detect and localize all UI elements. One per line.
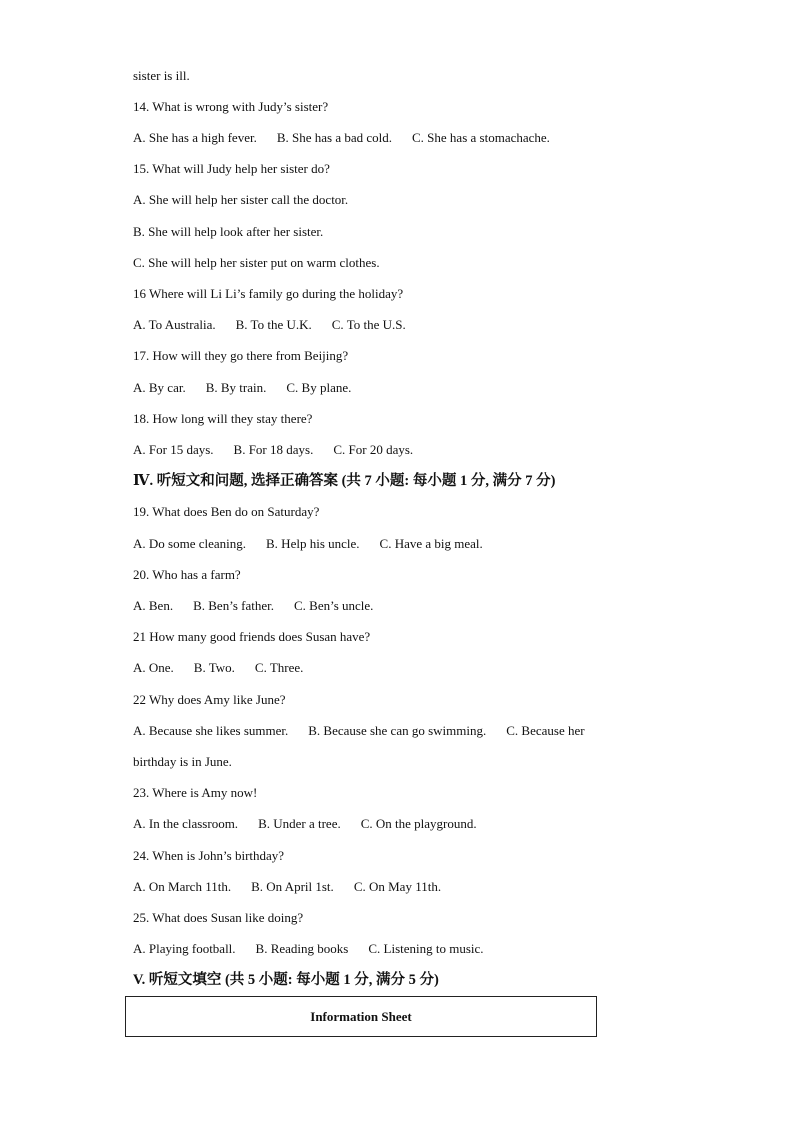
question-19: 19. What does Ben do on Saturday? xyxy=(133,504,320,519)
option-c: C. On the playground. xyxy=(360,816,477,831)
question-24: 24. When is John’s birthday? xyxy=(133,848,285,863)
option-c: C. For 20 days. xyxy=(333,442,414,457)
question-15: 15. What will Judy help her sister do? xyxy=(133,161,330,176)
question-22: 22 Why does Amy like June? xyxy=(133,692,286,707)
continuation-text: sister is ill. xyxy=(133,68,190,83)
option-a: A. Playing football. xyxy=(133,941,236,956)
option-b: B. Under a tree. xyxy=(258,816,341,831)
option-c: C. Listening to music. xyxy=(368,941,484,956)
option-c: C. Have a big meal. xyxy=(379,536,483,551)
option-a: A. By car. xyxy=(133,380,186,395)
options-25 xyxy=(133,941,484,957)
options-19 xyxy=(133,536,483,552)
option-b: B. Two. xyxy=(193,660,235,675)
option-c: C. Ben’s uncle. xyxy=(293,598,374,613)
question-21: 21 How many good friends does Susan have? xyxy=(133,629,371,644)
option-a: A. She will help her sister call the doctor. xyxy=(133,192,349,207)
option-c: C. By plane. xyxy=(286,380,352,395)
question-25: 25. What does Susan like doing? xyxy=(133,910,304,925)
option-a: A. She has a high fever. xyxy=(133,130,257,145)
question-14: 14. What is wrong with Judy’s sister? xyxy=(133,99,329,114)
option-c: C. Three. xyxy=(254,660,304,675)
options-17 xyxy=(133,380,351,396)
question-16: 16 Where will Li Li’s family go during the holiday? xyxy=(133,286,404,301)
option-b: B. She will help look after her sister. xyxy=(133,224,324,239)
options-21 xyxy=(133,660,303,676)
options-14 xyxy=(133,130,550,146)
option-b: B. Ben’s father. xyxy=(193,598,274,613)
option-a: A. One. xyxy=(133,660,174,675)
option-c: C. She will help her sister put on warm clothes. xyxy=(133,255,380,270)
options-16 xyxy=(133,317,406,333)
option-b: B. To the U.K. xyxy=(235,317,312,332)
question-20: 20. Who has a farm? xyxy=(133,567,241,582)
section-5-heading: V. 听短文填空 (共 5 小题: 每小题 1 分, 满分 5 分) xyxy=(133,972,439,988)
question-18: 18. How long will they stay there? xyxy=(133,411,313,426)
option-c: C. On May 11th. xyxy=(353,879,442,894)
option-c-continuation: birthday is in June. xyxy=(133,754,232,769)
option-b: B. She has a bad cold. xyxy=(276,130,393,145)
option-b: B. By train. xyxy=(205,380,267,395)
options-22 xyxy=(133,723,585,739)
option-b: B. Because she can go swimming. xyxy=(308,723,487,738)
option-b: B. Help his uncle. xyxy=(266,536,360,551)
question-23: 23. Where is Amy now! xyxy=(133,785,258,800)
information-sheet-title: Information Sheet xyxy=(310,1008,412,1024)
option-a: A. For 15 days. xyxy=(133,442,214,457)
options-24 xyxy=(133,879,441,895)
option-a: A. Ben. xyxy=(133,598,174,613)
section-4-heading: Ⅳ. 听短文和问题, 选择正确答案 (共 7 小题: 每小题 1 分, 满分 7 分) xyxy=(133,473,556,489)
option-a: A. Do some cleaning. xyxy=(133,536,247,551)
option-b: B. On April 1st. xyxy=(251,879,334,894)
option-c: C. Because her xyxy=(506,723,585,738)
option-b: B. Reading books xyxy=(255,941,349,956)
option-b: B. For 18 days. xyxy=(233,442,314,457)
option-a: A. To Australia. xyxy=(133,317,216,332)
information-sheet-table xyxy=(125,996,597,1037)
option-a: A. On March 11th. xyxy=(133,879,232,894)
option-c: C. She has a stomachache. xyxy=(412,130,550,145)
option-a: A. In the classroom. xyxy=(133,816,239,831)
options-18 xyxy=(133,442,413,458)
option-c: C. To the U.S. xyxy=(331,317,406,332)
options-23 xyxy=(133,816,477,832)
options-20 xyxy=(133,598,373,614)
question-17: 17. How will they go there from Beijing? xyxy=(133,348,349,363)
option-a: A. Because she likes summer. xyxy=(133,723,289,738)
